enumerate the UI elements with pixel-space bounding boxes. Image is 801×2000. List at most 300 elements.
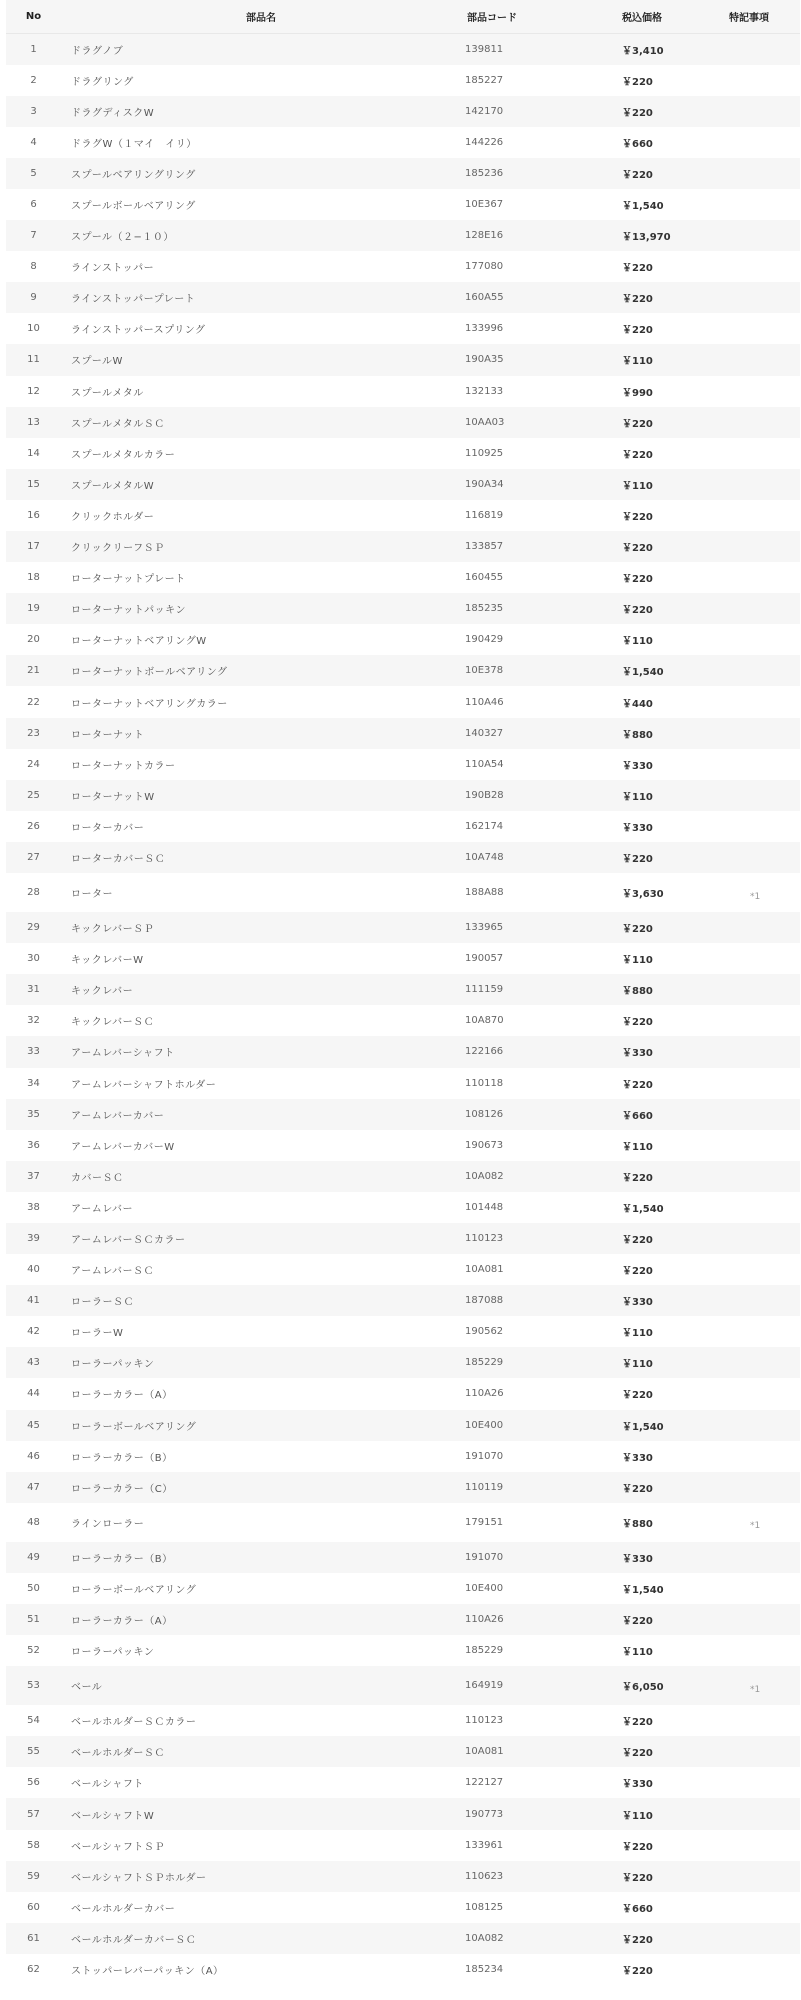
table-row [6, 96, 800, 127]
table-row [6, 593, 800, 624]
row-part-code: 191070 [465, 1450, 504, 1462]
row-part-name: スプールメタルＳＣ [71, 418, 165, 430]
row-part-name: スプールメタルW [71, 480, 155, 492]
table-row [6, 1099, 800, 1130]
row-note [708, 912, 800, 943]
row-price: ￥220 [622, 511, 653, 523]
table-row [6, 1347, 800, 1378]
row-part-code: 190A35 [465, 354, 504, 366]
row-part-code: 185236 [465, 167, 504, 179]
table-row [6, 1923, 800, 1954]
row-part-code: 133961 [465, 1839, 504, 1851]
row-note [708, 1347, 800, 1378]
row-price: ￥110 [622, 791, 653, 803]
row-price: ￥220 [622, 1172, 653, 1184]
row-no: 22 [27, 696, 40, 708]
header-notes: 特記事項 [708, 0, 800, 34]
row-no: 45 [27, 1419, 40, 1431]
row-note [708, 943, 800, 974]
row-part-code: 110A26 [465, 1388, 504, 1400]
row-note [708, 1192, 800, 1223]
row-note [708, 1130, 800, 1161]
row-price: ￥110 [622, 1328, 653, 1340]
table-row [6, 34, 800, 65]
row-part-name: ローターナットカラー [71, 760, 176, 772]
table-row [6, 780, 800, 811]
row-price: ￥110 [622, 1810, 653, 1822]
row-no: 16 [27, 509, 40, 521]
row-part-name: ラインストッパー [71, 263, 155, 275]
row-price: ￥220 [622, 924, 653, 936]
row-part-code: 133965 [465, 922, 504, 934]
row-part-code: 191070 [465, 1551, 504, 1563]
header-price: 税込価格 [597, 0, 708, 34]
row-price: ￥660 [622, 138, 653, 150]
row-note [708, 1285, 800, 1316]
row-part-name: ローラーボールベアリング [71, 1584, 197, 1596]
row-price: ￥880 [622, 729, 653, 741]
row-part-name: ベールホルダーカバー [71, 1903, 176, 1915]
row-price: ￥330 [622, 1553, 653, 1565]
table-row [6, 974, 800, 1005]
table-row [6, 1316, 800, 1347]
table-row [6, 562, 800, 593]
row-no: 17 [27, 541, 40, 553]
row-part-name: ローターナットベアリングカラー [71, 698, 228, 710]
row-no: 50 [27, 1582, 40, 1594]
row-price: ￥220 [622, 169, 653, 181]
row-no: 51 [27, 1614, 40, 1626]
table-row [6, 1161, 800, 1192]
table-row [6, 655, 800, 686]
row-part-name: ローラーカラー（A） [71, 1390, 173, 1402]
row-note [708, 1923, 800, 1954]
row-price: ￥220 [622, 1965, 653, 1977]
row-part-code: 185227 [465, 74, 504, 86]
row-price: ￥220 [622, 1841, 653, 1853]
row-part-code: 128E16 [465, 230, 504, 242]
row-part-name: ベールシャフトＳＰ [71, 1841, 165, 1853]
row-price: ￥110 [622, 1141, 653, 1153]
row-part-name: ベール [71, 1682, 103, 1694]
row-note [708, 407, 800, 438]
row-part-code: 110A46 [465, 696, 504, 708]
table-row [6, 912, 800, 943]
row-part-name: アームレバーＳＣカラー [71, 1235, 186, 1247]
row-note [708, 376, 800, 407]
row-price: ￥1,540 [622, 1421, 664, 1433]
row-note [708, 1472, 800, 1503]
row-part-name: ローラーカラー（A） [71, 1616, 173, 1628]
header-no: No [6, 0, 61, 34]
table-row [6, 469, 800, 500]
row-price: ￥220 [622, 1483, 653, 1495]
row-part-code: 122127 [465, 1777, 504, 1789]
row-price: ￥330 [622, 760, 653, 772]
row-part-code: 190B28 [465, 789, 504, 801]
row-no: 43 [27, 1357, 40, 1369]
table-row [6, 313, 800, 344]
row-note [708, 1705, 800, 1736]
row-note [708, 686, 800, 717]
row-part-name: ローター [71, 889, 113, 901]
table-row [6, 158, 800, 189]
row-part-name: カバーＳＣ [71, 1172, 124, 1184]
row-no: 5 [30, 167, 37, 179]
row-no: 27 [27, 851, 40, 863]
row-part-code: 162174 [465, 820, 504, 832]
row-price: ￥880 [622, 1518, 653, 1530]
table-row [6, 1861, 800, 1892]
table-row [6, 65, 800, 96]
row-no: 18 [27, 572, 40, 584]
row-part-name: キックレバーW [71, 955, 144, 967]
parts-table [6, 0, 800, 1985]
table-body [6, 34, 800, 1986]
row-price: ￥880 [622, 986, 653, 998]
row-note [708, 624, 800, 655]
table-row [6, 1503, 800, 1542]
row-note [708, 1604, 800, 1635]
table-row [6, 251, 800, 282]
table-row [6, 1036, 800, 1067]
row-no: 14 [27, 447, 40, 459]
row-part-code: 185229 [465, 1357, 504, 1369]
row-no: 40 [27, 1264, 40, 1276]
row-no: 41 [27, 1295, 40, 1307]
row-note [708, 1036, 800, 1067]
row-part-name: ベールホルダーカバーＳＣ [71, 1934, 197, 1946]
row-part-code: 164919 [465, 1680, 504, 1692]
table-row [6, 1542, 800, 1573]
row-part-code: 177080 [465, 261, 504, 273]
row-price: ￥660 [622, 1110, 653, 1122]
row-price: ￥220 [622, 574, 653, 586]
row-part-code: 10E400 [465, 1419, 504, 1431]
row-part-code: 10A082 [465, 1932, 504, 1944]
row-part-code: 185234 [465, 1963, 504, 1975]
row-part-code: 144226 [465, 136, 504, 148]
row-part-code: 185235 [465, 603, 504, 615]
row-note [708, 842, 800, 873]
row-price: ￥220 [622, 1717, 653, 1729]
table-row [6, 1005, 800, 1036]
table-row [6, 1736, 800, 1767]
table-row [6, 1441, 800, 1472]
row-no: 39 [27, 1233, 40, 1245]
table-row [6, 1192, 800, 1223]
row-price: ￥220 [622, 1748, 653, 1760]
row-part-name: クリックリーフＳＰ [71, 543, 165, 555]
row-note [708, 1099, 800, 1130]
row-part-code: 110A54 [465, 758, 504, 770]
row-part-name: ローターナット [71, 729, 145, 741]
row-part-name: スプールベアリングリング [71, 169, 196, 181]
row-price: ￥1,540 [622, 201, 664, 213]
row-no: 53 [27, 1680, 40, 1692]
row-note [708, 1223, 800, 1254]
row-note [708, 313, 800, 344]
row-price: ￥440 [622, 698, 653, 710]
row-no: 57 [27, 1808, 40, 1820]
row-note [708, 1830, 800, 1861]
row-note [708, 1378, 800, 1409]
row-no: 59 [27, 1870, 40, 1882]
table-row [6, 376, 800, 407]
row-no: 56 [27, 1777, 40, 1789]
header-part-name: 部品名 [61, 0, 461, 34]
row-part-name: スプールW [71, 356, 123, 368]
row-no: 1 [30, 43, 37, 55]
row-note [708, 718, 800, 749]
row-part-code: 110925 [465, 447, 504, 459]
row-part-code: 10A748 [465, 851, 504, 863]
table-row [6, 531, 800, 562]
row-part-name: キックレバーＳＣ [71, 1017, 155, 1029]
row-part-code: 190562 [465, 1326, 504, 1338]
row-price: ￥990 [622, 387, 653, 399]
row-price: ￥220 [622, 294, 653, 306]
row-price: ￥1,540 [622, 1584, 664, 1596]
row-part-code: 110118 [465, 1077, 504, 1089]
row-part-name: アームレバーシャフトホルダー [71, 1079, 217, 1091]
row-part-code: 185229 [465, 1645, 504, 1657]
row-no: 34 [27, 1077, 40, 1089]
row-note [708, 562, 800, 593]
row-price: ￥110 [622, 1359, 653, 1371]
row-no: 6 [30, 199, 37, 211]
row-part-code: 110119 [465, 1481, 504, 1493]
table-row [6, 873, 800, 912]
row-price: ￥3,630 [622, 889, 664, 901]
row-part-name: ローターカバーＳＣ [71, 853, 166, 865]
row-part-name: ドラグW（１マイ イリ） [71, 138, 197, 150]
row-no: 25 [27, 789, 40, 801]
table-row [6, 686, 800, 717]
row-price: ￥110 [622, 636, 653, 648]
row-note [708, 282, 800, 313]
row-note [708, 1316, 800, 1347]
table-row [6, 1472, 800, 1503]
row-part-code: 111159 [465, 984, 504, 996]
row-note [708, 1441, 800, 1472]
row-no: 13 [27, 416, 40, 428]
row-part-code: 10E367 [465, 199, 504, 211]
row-note [708, 974, 800, 1005]
row-no: 21 [27, 665, 40, 677]
row-price: ￥220 [622, 853, 653, 865]
table-header [6, 0, 800, 34]
row-note [708, 34, 800, 65]
row-no: 7 [30, 230, 37, 242]
row-part-name: ローターカバー [71, 822, 145, 834]
row-no: 61 [27, 1932, 40, 1944]
row-part-code: 190773 [465, 1808, 504, 1820]
row-note [708, 438, 800, 469]
row-part-name: アームレバー [71, 1203, 133, 1215]
row-note [708, 1954, 800, 1985]
row-note [708, 1254, 800, 1285]
row-note [708, 531, 800, 562]
table-row [6, 1223, 800, 1254]
row-price: ￥220 [622, 263, 653, 275]
row-part-code: 110123 [465, 1715, 504, 1727]
row-part-code: 142170 [465, 105, 504, 117]
row-part-name: ベールシャフトW [71, 1810, 155, 1822]
row-price: ￥220 [622, 1872, 653, 1884]
row-no: 42 [27, 1326, 40, 1338]
row-note [708, 96, 800, 127]
table-row [6, 438, 800, 469]
row-no: 37 [27, 1170, 40, 1182]
row-no: 30 [27, 953, 40, 965]
row-part-name: ローターナットプレート [71, 574, 186, 586]
row-part-name: ベールホルダーＳＣカラー [71, 1717, 197, 1729]
table-row [6, 1767, 800, 1798]
table-row [6, 189, 800, 220]
row-part-name: ドラグノブ [71, 45, 124, 57]
table-row [6, 1604, 800, 1635]
row-no: 47 [27, 1481, 40, 1493]
row-note [708, 749, 800, 780]
row-note [708, 127, 800, 158]
row-no: 15 [27, 478, 40, 490]
row-note [708, 1798, 800, 1829]
row-part-code: 188A88 [465, 887, 504, 899]
table-row [6, 407, 800, 438]
row-price: ￥220 [622, 325, 653, 337]
row-note [708, 344, 800, 375]
table-row [6, 811, 800, 842]
row-no: 55 [27, 1746, 40, 1758]
row-no: 35 [27, 1108, 40, 1120]
row-no: 29 [27, 922, 40, 934]
row-part-name: ラインストッパースプリング [71, 325, 206, 337]
row-no: 20 [27, 634, 40, 646]
row-no: 10 [27, 323, 40, 335]
row-part-name: アームレバーシャフト [71, 1048, 175, 1060]
row-no: 48 [27, 1516, 40, 1528]
row-no: 52 [27, 1645, 40, 1657]
row-no: 24 [27, 758, 40, 770]
row-note [708, 65, 800, 96]
row-note [708, 469, 800, 500]
table-row [6, 1573, 800, 1604]
row-no: 4 [30, 136, 37, 148]
row-part-name: ドラグリング [71, 76, 134, 88]
row-price: ￥220 [622, 1616, 653, 1628]
row-part-name: ローターナットパッキン [71, 605, 186, 617]
table-row [6, 1378, 800, 1409]
row-no: 54 [27, 1715, 40, 1727]
row-part-code: 10A870 [465, 1015, 504, 1027]
row-no: 44 [27, 1388, 40, 1400]
row-price: ￥220 [622, 1934, 653, 1946]
row-part-name: ローラーカラー（B） [71, 1553, 173, 1565]
table-row [6, 1068, 800, 1099]
row-no: 49 [27, 1551, 40, 1563]
row-no: 28 [27, 887, 40, 899]
table-row [6, 1635, 800, 1666]
row-price: ￥220 [622, 1390, 653, 1402]
table-row [6, 718, 800, 749]
row-part-name: ベールシャフトＳＰホルダー [71, 1872, 207, 1884]
row-part-name: ローラーＳＣ [71, 1297, 134, 1309]
row-part-name: ローラーカラー（C） [71, 1483, 173, 1495]
row-part-name: アームレバーＳＣ [71, 1266, 154, 1278]
row-part-name: ローターナットW [71, 791, 155, 803]
row-part-name: キックレバーＳＰ [71, 924, 155, 936]
table-row [6, 1830, 800, 1861]
row-part-code: 133996 [465, 323, 504, 335]
row-price: ￥330 [622, 1452, 653, 1464]
row-part-name: アームレバーカバー [71, 1110, 165, 1122]
row-part-code: 10AA03 [465, 416, 505, 428]
row-part-name: スプールメタル [71, 387, 144, 399]
row-no: 46 [27, 1450, 40, 1462]
row-note [708, 593, 800, 624]
row-no: 38 [27, 1201, 40, 1213]
table-row [6, 500, 800, 531]
row-part-name: ラインストッパープレート [71, 294, 196, 306]
row-price: ￥330 [622, 1779, 653, 1791]
table-row [6, 624, 800, 655]
row-part-name: ローターナットボールベアリング [71, 667, 228, 679]
row-no: 3 [30, 105, 37, 117]
row-note [708, 158, 800, 189]
row-part-name: ローラーパッキン [71, 1359, 155, 1371]
row-part-code: 108125 [465, 1901, 504, 1913]
row-note [708, 1767, 800, 1798]
row-price: ￥330 [622, 822, 653, 834]
row-note: *1 [750, 1521, 761, 1532]
row-note [708, 1573, 800, 1604]
table-row [6, 127, 800, 158]
table-row [6, 1705, 800, 1736]
row-price: ￥220 [622, 107, 653, 119]
table-row [6, 1892, 800, 1923]
table-row [6, 1954, 800, 1985]
row-no: 23 [27, 727, 40, 739]
row-note [708, 1410, 800, 1441]
table-row [6, 1130, 800, 1161]
row-part-code: 132133 [465, 385, 504, 397]
row-no: 26 [27, 820, 40, 832]
row-price: ￥220 [622, 449, 653, 461]
row-note [708, 1068, 800, 1099]
row-part-code: 110123 [465, 1233, 504, 1245]
row-part-name: ローラーパッキン [71, 1647, 155, 1659]
row-part-name: ベールホルダーＳＣ [71, 1748, 165, 1760]
row-part-code: 190429 [465, 634, 504, 646]
row-part-code: 10A082 [465, 1170, 504, 1182]
row-part-name: ドラグディスクW [71, 107, 155, 119]
row-no: 62 [27, 1963, 40, 1975]
row-no: 60 [27, 1901, 40, 1913]
row-note [708, 1861, 800, 1892]
row-note [708, 189, 800, 220]
row-part-code: 10A081 [465, 1264, 504, 1276]
row-part-code: 10E400 [465, 1582, 504, 1594]
row-note [708, 500, 800, 531]
row-part-name: スプールボールベアリング [71, 201, 196, 213]
row-price: ￥1,540 [622, 667, 664, 679]
row-part-code: 110623 [465, 1870, 504, 1882]
row-note: *1 [750, 1684, 761, 1695]
row-note [708, 1635, 800, 1666]
row-note [708, 1736, 800, 1767]
table-row [6, 1410, 800, 1441]
